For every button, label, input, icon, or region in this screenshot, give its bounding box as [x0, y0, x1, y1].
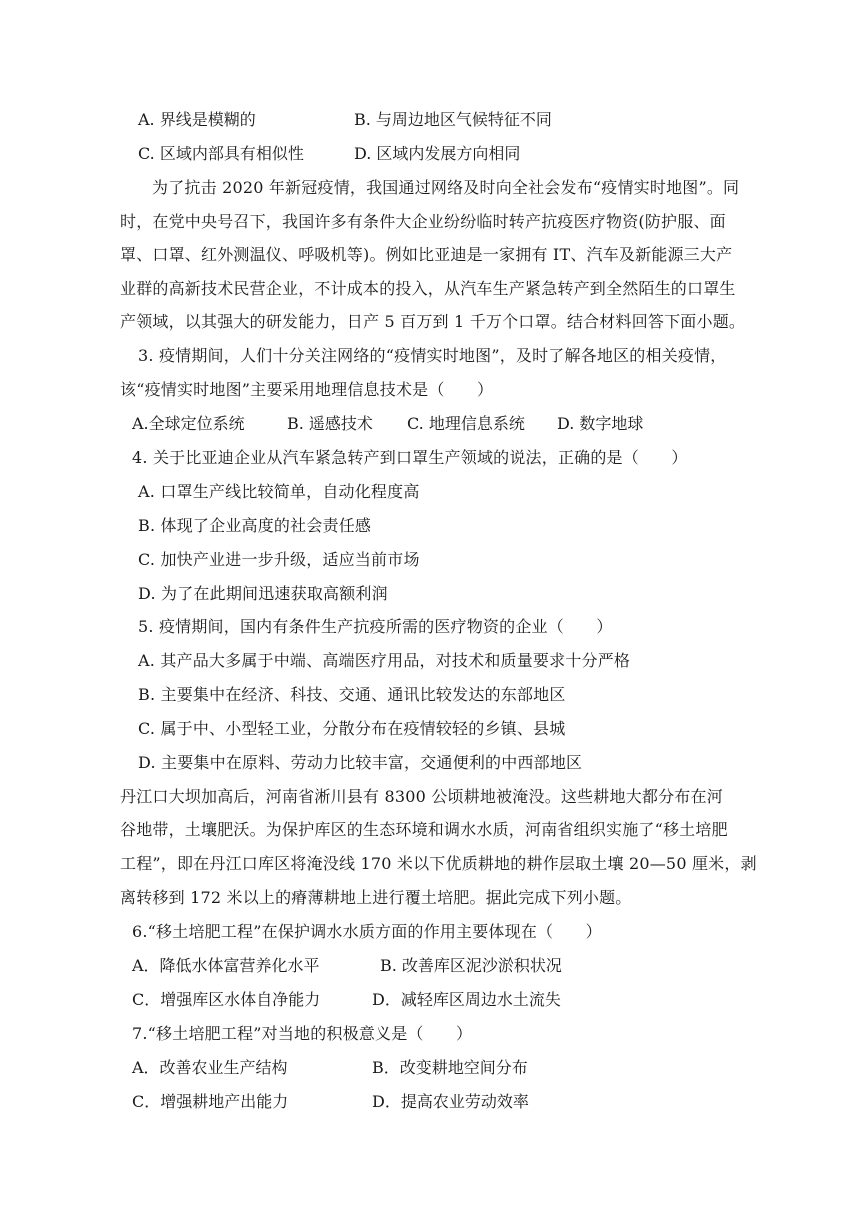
q4-option-a: A. 口罩生产线比较简单，自动化程度高	[138, 482, 420, 501]
q7-option-d: D．提高农业劳动效率	[372, 1092, 529, 1111]
q4-option-d: D. 为了在此期间迅速获取高额利润	[138, 584, 388, 603]
q4-option-c: C. 加快产业进一步升级，适应当前市场	[138, 550, 420, 569]
q3-stem-line-1: 3. 疫情期间，人们十分关注网络的“疫情实时地图”，及时了解各地区的相关疫情，	[138, 346, 727, 365]
passage2-line-3: 工程”，即在丹江口库区将淹没线 170 米以下优质耕地的耕作层取土壤 20—50 厘米，剥	[120, 854, 757, 873]
q2-option-d: D. 区域内发展方向相同	[354, 144, 521, 163]
q5-option-d: D. 主要集中在原料、劳动力比较丰富，交通便利的中西部地区	[138, 753, 583, 772]
passage1-line-4: 业群的高新技术民营企业，不计成本的投入，从汽车生产紧急转产到全然陌生的口罩生	[120, 279, 736, 298]
q3-option-d: D. 数字地球	[557, 414, 644, 433]
q6-option-d: D．减轻库区周边水土流失	[372, 990, 561, 1009]
passage1-line-2: 时，在党中央号召下，我国许多有条件大企业纷纷临时转产抗疫医疗物资(防护服、面	[120, 212, 726, 231]
q6-option-a: A．降低水体富营养化水平	[132, 956, 320, 975]
q5-option-a: A. 其产品大多属于中端、高端医疗用品，对技术和质量要求十分严格	[138, 651, 631, 670]
q5-option-b: B. 主要集中在经济、科技、交通、通讯比较发达的东部地区	[138, 685, 566, 704]
q7-stem: 7.“移土培肥工程”对当地的积极意义是（ ）	[132, 1024, 473, 1043]
passage1-line-3: 罩、口罩、红外测温仪、呼吸机等)。例如比亚迪是一家拥有 IT、汽车及新能源三大产	[120, 245, 733, 264]
q6-stem: 6.“移土培肥工程”在保护调水水质方面的作用主要体现在（ ）	[132, 922, 602, 941]
q4-stem: 4. 关于比亚迪企业从汽车紧急转产到口罩生产领域的说法，正确的是（ ）	[132, 448, 688, 467]
q2-option-c: C. 区域内部具有相似性	[138, 144, 304, 163]
q3-stem-line-2: 该“疫情实时地图”主要采用地理信息技术是（ ）	[120, 380, 494, 399]
q7-option-a: A．改善农业生产结构	[132, 1058, 288, 1077]
q6-option-b: B. 改善库区泥沙淤积状况	[380, 956, 562, 975]
q4-option-b: B. 体现了企业高度的社会责任感	[138, 516, 372, 535]
q3-option-b: B. 遥感技术	[287, 414, 373, 433]
q3-option-c: C. 地理信息系统	[407, 414, 525, 433]
q5-stem: 5. 疫情期间，国内有条件生产抗疫所需的医疗物资的企业（ ）	[138, 617, 613, 636]
q2-option-a: A. 界线是模糊的	[138, 110, 256, 129]
q2-option-b: B. 与周边地区气候特征不同	[354, 110, 552, 129]
q3-option-a: A.全球定位系统	[132, 414, 245, 433]
q5-option-c: C. 属于中、小型轻工业，分散分布在疫情较轻的乡镇、县城	[138, 719, 566, 738]
passage2-line-4: 离转移到 172 米以上的瘠薄耕地上进行覆土培肥。据此完成下列小题。	[120, 888, 632, 907]
q6-option-c: C．增强库区水体自净能力	[132, 990, 321, 1009]
passage1-line-5: 产领域，以其强大的研发能力，日产 5 百万到 1 千万个口罩。结合材料回答下面小题。	[120, 312, 746, 331]
q7-option-b: B．改变耕地空间分布	[372, 1058, 528, 1077]
passage2-line-1: 丹江口大坝加高后，河南省淅川县有 8300 公顷耕地被淹没。这些耕地大都分布在河	[120, 787, 723, 806]
passage1-line-1: 为了抗击 2020 年新冠疫情，我国通过网络及时向全社会发布“疫情实时地图”。同	[152, 178, 740, 197]
q7-option-c: C．增强耕地产出能力	[132, 1092, 289, 1111]
passage2-line-2: 谷地带，土壤肥沃。为保护库区的生态环境和调水水质，河南省组织实施了“移土培肥	[120, 820, 728, 839]
